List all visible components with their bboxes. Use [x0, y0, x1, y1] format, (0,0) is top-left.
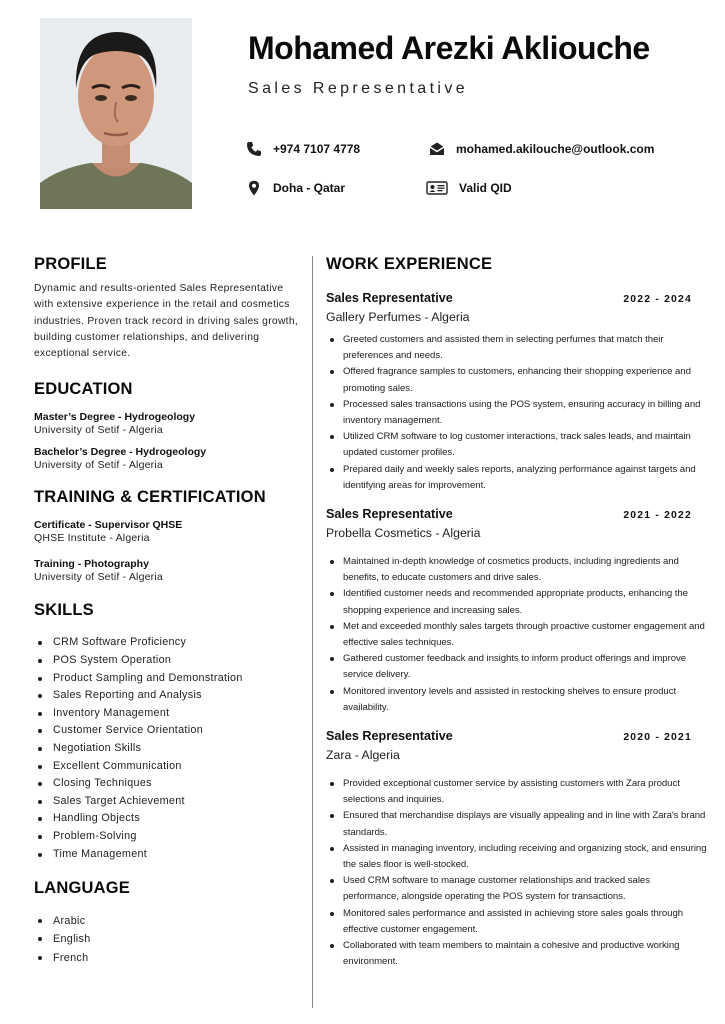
- contact-id: [426, 180, 512, 196]
- profile-photo: [40, 18, 192, 209]
- skill-item: Sales Reporting and Analysis: [34, 687, 304, 705]
- job-entry: [326, 291, 708, 494]
- job-entry-company: Zara - Algeria: [326, 748, 400, 763]
- school-name: University of Setif - Algeria: [34, 424, 163, 437]
- job-entry: [326, 507, 708, 716]
- job-entry-title: Sales Representative: [326, 729, 453, 744]
- language-item: English: [34, 930, 304, 948]
- left-column: [34, 255, 304, 967]
- portrait-illustration: [40, 18, 192, 209]
- skill-item: Excellent Communication: [34, 758, 304, 776]
- job-bullet: Met and exceeded monthly sales targets through proactive customer engagement and effective sales techniques.: [326, 619, 708, 651]
- profile-heading: PROFILE: [34, 255, 107, 273]
- training-title: Certificate - Supervisor QHSE: [34, 519, 183, 532]
- job-bullet: Used CRM software to manage customer relationships and tracked sales performance, alongside operating the POS system for transactions.: [326, 873, 708, 905]
- job-entry-company: Gallery Perfumes - Algeria: [326, 310, 470, 324]
- phone-number: +974 7107 4778: [273, 142, 361, 156]
- job-bullet: Ensured that merchandise displays are visually appealing and in line with Zara's brand standards.: [326, 808, 708, 840]
- job-entry-title: Sales Representative: [326, 507, 453, 522]
- column-divider: [312, 256, 313, 1008]
- job-bullet: Collaborated with team members to maintain a cohesive and productive working environment.: [326, 938, 708, 970]
- job-entry: [326, 729, 708, 970]
- job-bullet: Provided exceptional customer service by assisting customers with Zara product selections and inquiries.: [326, 776, 708, 808]
- job-bullet: Greeted customers and assisted them in selecting perfumes that match their preferences and needs.: [326, 332, 708, 364]
- skills-heading: SKILLS: [34, 601, 94, 620]
- education-item: [34, 411, 304, 436]
- email-address: mohamed.akilouche@outlook.com: [456, 142, 655, 156]
- location-pin-icon: [246, 180, 262, 196]
- work-experience-heading: WORK EXPERIENCE: [326, 255, 493, 273]
- skill-item: Handling Objects: [34, 810, 304, 828]
- language-heading: LANGUAGE: [34, 879, 131, 898]
- language-item: French: [34, 949, 304, 967]
- job-bullet: Monitored inventory levels and assisted in restocking shelves to ensure product availability.: [326, 684, 708, 716]
- degree-title: Master’s Degree - Hydrogeology: [34, 411, 196, 424]
- job-entry-dates: 2021 - 2022: [623, 510, 692, 522]
- skill-item: Customer Service Orientation: [34, 722, 304, 740]
- skill-item: Product Sampling and Demonstration: [34, 670, 304, 688]
- school-name: University of Setif - Algeria: [34, 459, 163, 472]
- job-bullet: Prepared daily and weekly sales reports, analyzing performance against targets and identifying areas for improvement.: [326, 462, 708, 494]
- job-bullet-list: [326, 332, 708, 494]
- job-bullet-list: [326, 554, 708, 716]
- skill-item: Problem-Solving: [34, 828, 304, 846]
- skills-list: [34, 634, 304, 863]
- language-item: Arabic: [34, 912, 304, 930]
- job-bullet: Assisted in managing inventory, including receiving and organizing stock, and ensuring the sales floor is well-stocked.: [326, 841, 708, 873]
- contact-phone: [246, 141, 360, 157]
- degree-title: Bachelor’s Degree - Hydrogeology: [34, 446, 207, 459]
- education-heading: EDUCATION: [34, 380, 133, 399]
- skill-item: Sales Target Achievement: [34, 793, 304, 811]
- job-entry-title: Sales Representative: [326, 291, 453, 305]
- job-entry-dates: 2020 - 2021: [623, 732, 692, 744]
- candidate-name: Mohamed Arezki Akliouche: [248, 30, 650, 66]
- job-title: Sales Representative: [248, 80, 469, 97]
- training-institution: University of Setif - Algeria: [34, 571, 163, 584]
- skill-item: CRM Software Proficiency: [34, 634, 304, 652]
- job-entry-dates: 2022 - 2024: [623, 294, 692, 305]
- skill-item: Closing Techniques: [34, 775, 304, 793]
- language-list: [34, 912, 304, 967]
- job-bullet-list: [326, 776, 708, 970]
- location: Doha - Qatar: [273, 181, 346, 195]
- skill-item: Inventory Management: [34, 705, 304, 723]
- phone-icon: [246, 141, 262, 157]
- contact-email: [429, 141, 654, 157]
- training-heading: TRAINING & CERTIFICATION: [34, 488, 266, 507]
- contact-location: [246, 180, 345, 196]
- job-bullet: Gathered customer feedback and insights to inform product offerings and improve service delivery.: [326, 651, 708, 683]
- training-institution: QHSE Institute - Algeria: [34, 532, 150, 545]
- job-bullet: Monitored sales performance and assisted in achieving store sales goals through effective customer engagement.: [326, 906, 708, 938]
- job-bullet: Utilized CRM software to log customer interactions, track sales leads, and maintain updated customer profiles.: [326, 429, 708, 461]
- training-title: Training - Photography: [34, 558, 149, 571]
- job-entry-company: Probella Cosmetics - Algeria: [326, 526, 481, 541]
- job-bullet: Maintained in-depth knowledge of cosmetics products, including ingredients and benefits, to educate customers and drive sales.: [326, 554, 708, 586]
- skill-item: Time Management: [34, 846, 304, 864]
- skill-item: Negotiation Skills: [34, 740, 304, 758]
- id-card-icon: [426, 180, 448, 196]
- education-item: [34, 446, 304, 471]
- right-column: [326, 255, 708, 971]
- job-bullet: Offered fragrance samples to customers, enhancing their shopping experience and promoting sales.: [326, 364, 708, 396]
- job-bullet: Identified customer needs and recommended appropriate products, enhancing the shopping experience and increasing sales.: [326, 586, 708, 618]
- training-item: [34, 519, 304, 544]
- id-status: Valid QID: [459, 181, 512, 195]
- envelope-icon: [429, 141, 445, 157]
- skill-item: POS System Operation: [34, 652, 304, 670]
- training-item: [34, 558, 304, 583]
- profile-text: Dynamic and results-oriented Sales Representative with extensive experience in the retail and cosmetics industries. Proven track record in driving sales growth, building customer relationships, and delivering exceptional service.: [34, 283, 299, 360]
- job-bullet: Processed sales transactions using the POS system, ensuring accuracy in billing and inventory management.: [326, 397, 708, 429]
